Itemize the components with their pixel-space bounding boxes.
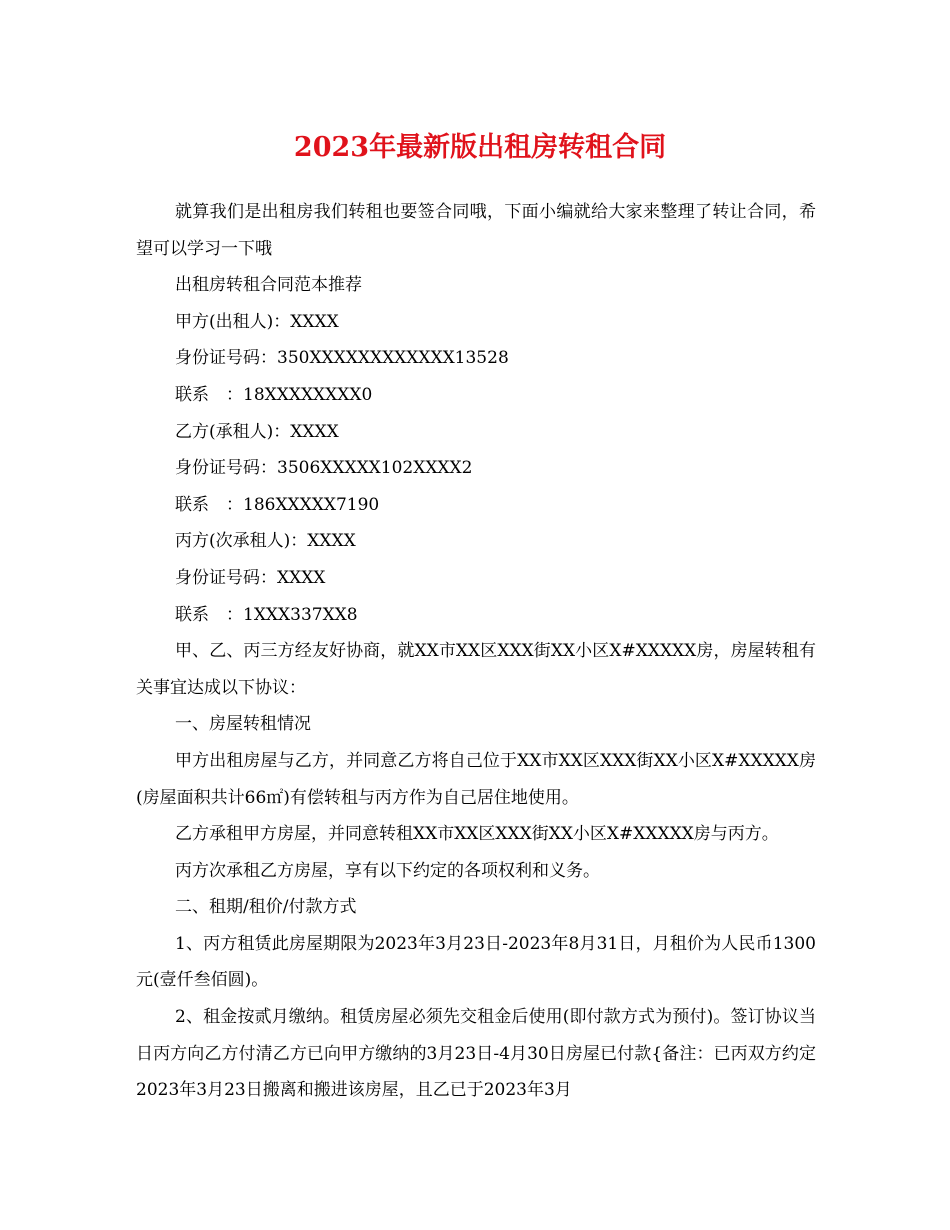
document-body xyxy=(136,194,816,1109)
section-2-clause-1: 1、丙方租赁此房屋期限为2023年3月23日-2023年8月31日，月租价为人民币1300元(壹仟叁佰圆)。 xyxy=(136,933,816,991)
contract-heading: 出租房转租合同范本推荐 xyxy=(175,275,362,296)
section-1-clause-c: 丙方次承租乙方房屋，享有以下约定的各项权利和义务。 xyxy=(175,860,600,881)
section-2-clause-2: 2、租金按贰月缴纳。租赁房屋必须先交租金后使用(即付款方式为预付)。签订协议当日丙方向乙方付清乙方已向甲方缴纳的3月23日-4月30日房屋已付款{备注：已丙双方约定2023年3月23日搬离和搬进该房屋，且乙已于2023年3月 xyxy=(136,1007,816,1101)
party-c-contact: 联系 ：1XXX337XX8 xyxy=(175,604,358,625)
section-1-clause-a: 甲方出租房屋与乙方，并同意乙方将自己位于XX市XX区XXX街XX小区X#XXXXX房(房屋面积共计66㎡)有偿转租与丙方作为自己居住地使用。 xyxy=(136,750,816,808)
party-a-name: 甲方(出租人)：XXXX xyxy=(175,311,339,332)
party-b-name: 乙方(承租人)：XXXX xyxy=(175,421,339,442)
agreement-preamble: 甲、乙、丙三方经友好协商，就XX市XX区XXX街XX小区X#XXXXX房，房屋转租有关事宜达成以下协议： xyxy=(136,641,816,698)
party-b-id: 身份证号码：3506XXXXX102XXXX2 xyxy=(175,458,473,479)
section-2-heading: 二、租期/租价/付款方式 xyxy=(175,897,357,918)
section-1-heading: 一、房屋转租情况 xyxy=(175,714,311,735)
party-c-name: 丙方(次承租人)：XXXX xyxy=(175,531,356,552)
document-title: 2023年最新版出租房转租合同 xyxy=(293,132,667,163)
party-a-contact: 联系 ：18XXXXXXXX0 xyxy=(175,384,373,405)
intro-paragraph: 就算我们是出租房我们转租也要签合同哦，下面小编就给大家来整理了转让合同，希望可以学习一下哦 xyxy=(136,202,816,259)
document-page xyxy=(136,128,816,1109)
party-a-id: 身份证号码：350XXXXXXXXXXXX13528 xyxy=(175,348,509,369)
party-b-contact: 联系 ：186XXXXX7190 xyxy=(175,494,380,515)
party-c-id: 身份证号码：XXXX xyxy=(175,567,326,588)
section-1-clause-b: 乙方承租甲方房屋，并同意转租XX市XX区XXX街XX小区X#XXXXX房与丙方。 xyxy=(175,824,779,845)
